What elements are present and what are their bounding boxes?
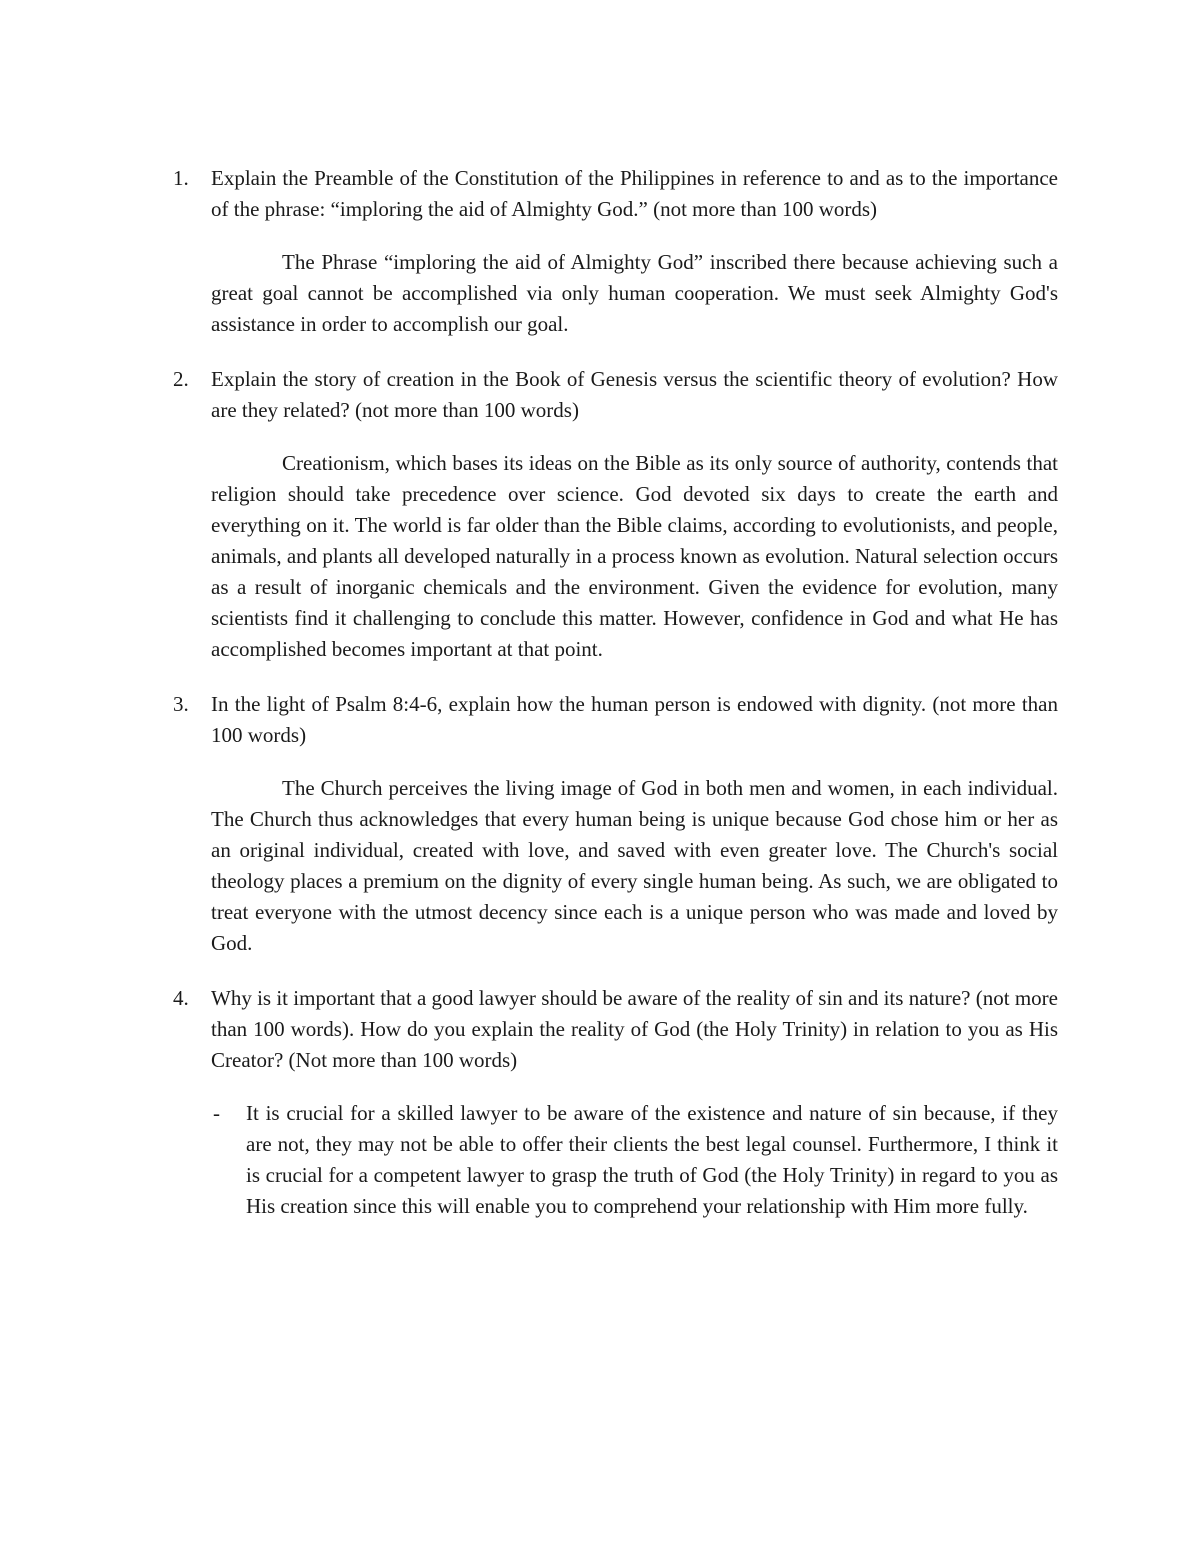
- question-3: [173, 689, 1058, 751]
- question-text: In the light of Psalm 8:4-6, explain how the human person is endowed with dignity. (not more than 100 words): [211, 692, 1058, 747]
- question-4: [173, 983, 1058, 1076]
- bullet-dash: -: [213, 1101, 220, 1125]
- question-number: 4.: [173, 986, 189, 1010]
- answer-4: [213, 1098, 1058, 1222]
- question-number: 3.: [173, 692, 189, 716]
- question-number: 1.: [173, 166, 189, 190]
- question-text: Explain the Preamble of the Constitution of the Philippines in reference to and as to the importance of the phrase: “imploring the aid of Almighty God.” (not more than 100 words): [211, 166, 1058, 221]
- question-text: Explain the story of creation in the Book of Genesis versus the scientific theory of evolution? How are they related? (not more than 100 words): [211, 367, 1058, 422]
- question-2: [173, 364, 1058, 426]
- answer-3: The Church perceives the living image of God in both men and women, in each individual. The Church thus acknowledges that every human being is unique because God chose him or her as an original individual, created with love, and saved with even greater love. The Church's social theology places a premium on the dignity of every single human being. As such, we are obligated to treat everyone with the utmost decency since each is a unique person who was made and loved by God.: [211, 776, 1058, 955]
- answer-2: Creationism, which bases its ideas on the Bible as its only source of authority, contends that religion should take precedence over science. God devoted six days to create the earth and everything on it. The world is far older than the Bible claims, according to evolutionists, and people, animals, and plants all developed naturally in a process known as evolution. Natural selection occurs as a result of inorganic chemicals and the environment. Given the evidence for evolution, many scientists find it challenging to conclude this matter. However, confidence in God and what He has accomplished becomes important at that point.: [211, 451, 1058, 661]
- question-number: 2.: [173, 367, 189, 391]
- answer-1: The Phrase “imploring the aid of Almighty God” inscribed there because achieving such a great goal cannot be accomplished via only human cooperation. We must seek Almighty God's assistance in order to accomplish our goal.: [211, 250, 1058, 336]
- document-body: [0, 163, 1200, 1222]
- answer-text: It is crucial for a skilled lawyer to be aware of the existence and nature of sin because, if they are not, they may not be able to offer their clients the best legal counsel. Furthermore, I think it is crucial for a competent lawyer to grasp the truth of God (the Holy Trinity) in regard to you as His creation since this will enable you to comprehend your relationship with Him more fully.: [246, 1101, 1058, 1218]
- question-1: [173, 163, 1058, 225]
- question-text: Why is it important that a good lawyer should be aware of the reality of sin and its nature? (not more than 100 words). How do you explain the reality of God (the Holy Trinity) in relation to you as His Creator? (Not more than 100 words): [211, 986, 1058, 1072]
